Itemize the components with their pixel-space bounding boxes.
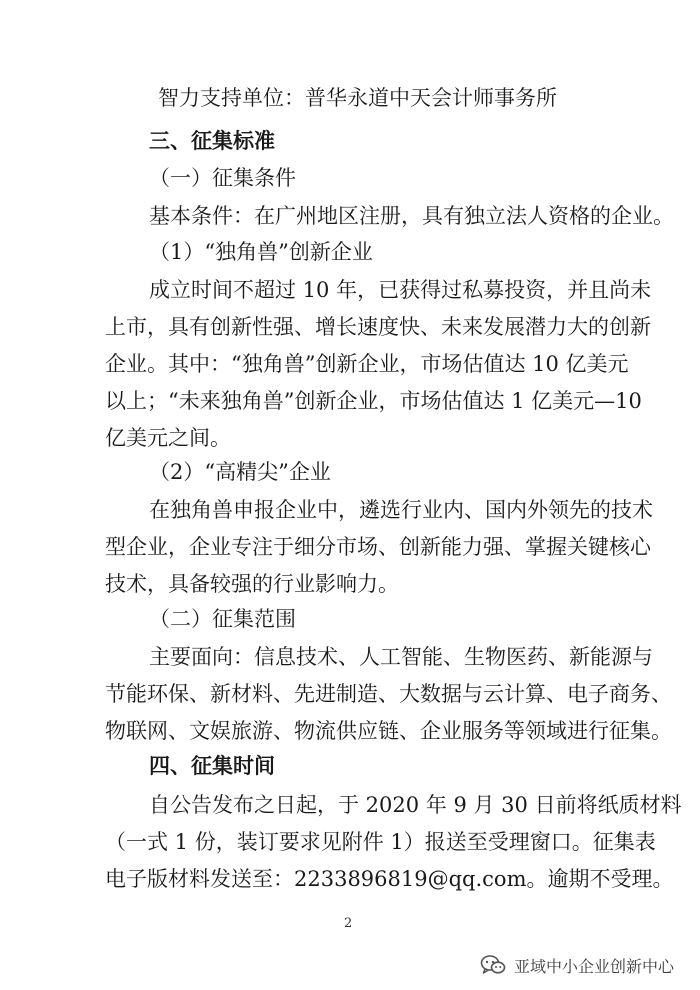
section-heading-time: 四、征集时间 [149,753,275,778]
watermark-label: 亚域中小企业创新中心 [514,956,675,976]
wechat-icon [480,954,506,976]
paragraph-line: 自公告发布之日起，于 2020 年 9 月 30 日前将纸质材料 [149,793,682,817]
subheading-scope: （二）征集范围 [149,607,296,631]
watermark [480,952,674,978]
paragraph-line: 技术，具备较强的行业影响力。 [105,572,399,596]
paragraph-line: 企业。其中：“独角兽”创新企业，市场估值达 10 亿美元 [105,352,629,376]
paragraph-line: 节能环保、新材料、先进制造、大数据与云计算、电子商务、 [105,682,672,706]
paragraph-line: 以上；“未来独角兽”创新企业，市场估值达 1 亿美元—10 [105,389,642,413]
paragraph-line: 成立时间不超过 10 年，已获得过私募投资，并且尚未 [149,278,652,302]
subheading-unicorn: （1）“独角兽”创新企业 [149,240,373,264]
paragraph-line: 电子版材料发送至：2233896819@qq.com。逾期不受理。 [105,867,674,891]
paragraph-line: 在独角兽申报企业中，遴选行业内、国内外领先的技术 [149,498,653,522]
paragraph-line: 亿美元之间。 [105,426,231,450]
paragraph-line: 物联网、文娱旅游、物流供应链、企业服务等领域进行征集。 [105,719,672,743]
support-unit-line: 智力支持单位：普华永道中天会计师事务所 [158,86,557,110]
section-heading-criteria: 三、征集标准 [149,128,275,153]
subheading-high-tech: （2）“高精尖”企业 [149,460,331,484]
paragraph-line: 主要面向：信息技术、人工智能、生物医药、新能源与 [149,645,653,669]
paragraph-line: 基本条件：在广州地区注册，具有独立法人资格的企业。 [149,204,674,228]
subheading-conditions: （一）征集条件 [149,166,296,190]
paragraph-line: （一式 1 份，装订要求见附件 1）报送至受理窗口。征集表 [105,830,656,854]
paragraph-line: 上市，具有创新性强、增长速度快、未来发展潜力大的创新 [105,315,651,339]
paragraph-line: 型企业，企业专注于细分市场、创新能力强、掌握关键核心 [105,535,651,559]
page-number: 2 [344,916,353,931]
